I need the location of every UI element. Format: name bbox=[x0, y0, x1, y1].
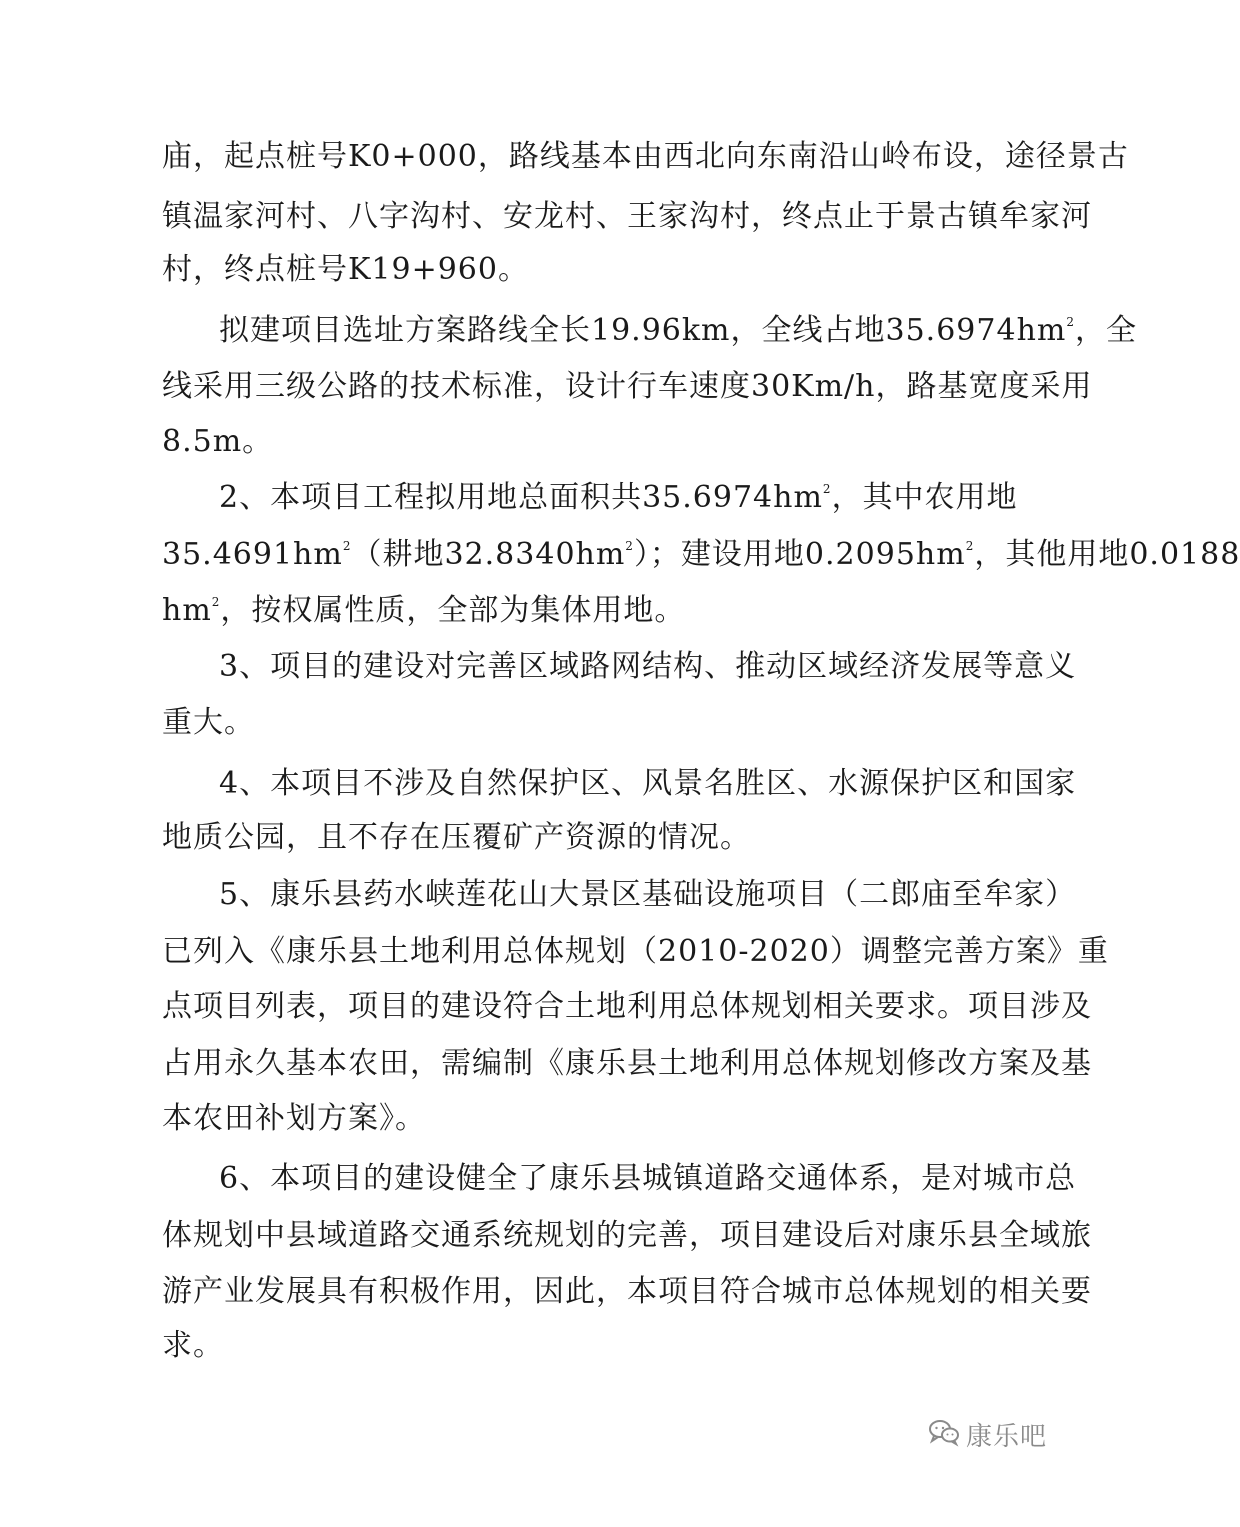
text-line: $35.4691hm^2$（耕地$32.8340hm^2$）；建设用地$0.2095hm^2$，其他用地0.0188 bbox=[162, 537, 1240, 572]
text-line: 镇温家河村、八字沟村、安龙村、王家沟村，终点止于景古镇牟家河 bbox=[162, 199, 1092, 234]
text-line: 8.5m。 bbox=[162, 424, 274, 459]
wechat-icon bbox=[928, 1418, 960, 1450]
text-line: 重大。 bbox=[162, 705, 255, 740]
text-line: 已列入《康乐县土地利用总体规划（2010-2020）调整完善方案》重 bbox=[162, 934, 1109, 969]
text-line: $hm^2$，按权属性质，全部为集体用地。 bbox=[162, 593, 686, 628]
text-line: 村，终点桩号K19+960。 bbox=[162, 252, 529, 287]
text-line: 线采用三级公路的技术标准，设计行车速度30Km/h，路基宽度采用 bbox=[162, 369, 1093, 404]
text-line: 体规划中县域道路交通系统规划的完善，项目建设后对康乐县全域旅 bbox=[162, 1218, 1092, 1253]
text-line: 地质公园，且不存在压覆矿产资源的情况。 bbox=[162, 820, 751, 855]
text-line: 游产业发展具有积极作用，因此，本项目符合城市总体规划的相关要 bbox=[162, 1274, 1092, 1309]
text-line: 6、本项目的建设健全了康乐县城镇道路交通体系，是对城市总 bbox=[219, 1161, 1077, 1196]
text-line: 庙，起点桩号K0+000，路线基本由西北向东南沿山岭布设，途径景古 bbox=[162, 139, 1129, 174]
text-line: 拟建项目选址方案路线全长19.96km，全线占地$35.6974hm^2$，全 bbox=[219, 313, 1137, 348]
text-line: 5、康乐县药水峡莲花山大景区基础设施项目（二郎庙至牟家） bbox=[219, 877, 1077, 912]
text-line: 占用永久基本农田，需编制《康乐县土地利用总体规划修改方案及基 bbox=[162, 1046, 1092, 1081]
watermark-text: 康乐吧 bbox=[966, 1421, 1048, 1452]
text-line: 本农田补划方案》。 bbox=[162, 1101, 426, 1136]
text-line: 2、本项目工程拟用地总面积共$35.6974hm^2$，其中农用地 bbox=[219, 480, 1018, 515]
text-line: 3、项目的建设对完善区域路网结构、推动区域经济发展等意义 bbox=[219, 649, 1077, 684]
text-line: 点项目列表，项目的建设符合土地利用总体规划相关要求。项目涉及 bbox=[162, 989, 1092, 1024]
watermark bbox=[928, 1414, 1047, 1454]
text-line: 4、本项目不涉及自然保护区、风景名胜区、水源保护区和国家 bbox=[219, 766, 1077, 801]
text-line: 求。 bbox=[162, 1328, 224, 1363]
